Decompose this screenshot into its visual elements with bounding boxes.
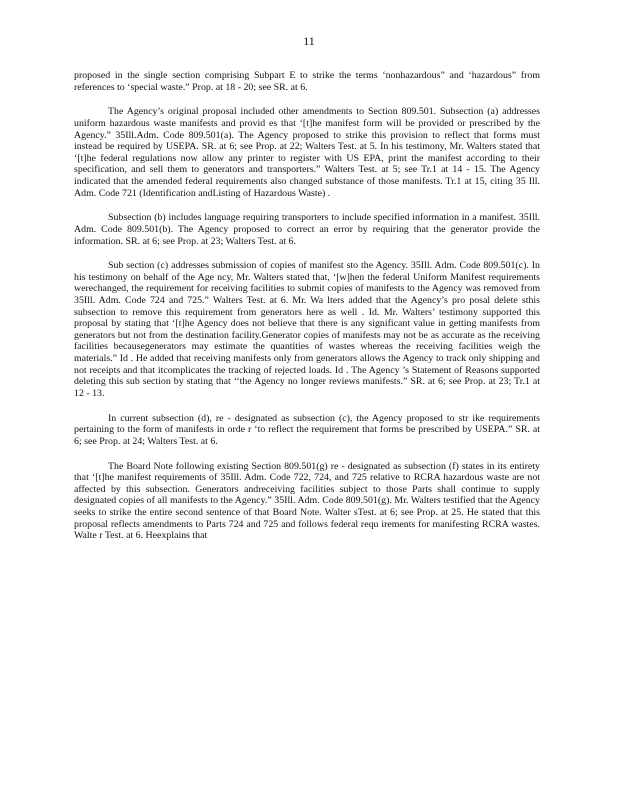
paragraph-5: In current subsection (d), re - designated as subsection (c), the Agency proposed to str ike requirements pertaining to the form of manifests in orde r ‘to reflect the requirement that forms be prescribed by USEPA.” SR. at 6; see Prop. at 24; Walters Test. at 6.	[74, 412, 540, 447]
paragraph-3: Subsection (b) includes language requiring transporters to include specified information in a manifest. 35Ill. Adm. Code 809.501(b). The Agency proposed to correct an error by requiring that the generator provide the information. SR. at 6; see Prop. at 23; Walters Test. at 6.	[74, 212, 540, 247]
paragraph-4: Sub section (c) addresses submission of copies of manifest sto the Agency. 35Ill. Adm. Code 809.501(c). In his testimony on behalf of the Age ncy, Mr. Walters stated that, ‘[w]hen the federal Uniform Manifest requirements werechanged, the requirement for receiving facilities to submit copies of manifests to the Agency was removed from 35Ill. Adm. Code 724 and 725.” Walters Test. at 6. Mr. Wa lters added that the Agency’s pro posal delete sthis subsection to remove this requirement from generators here as well . Id. Mr. Walters’ testimony supported this proposal by stating that ‘[t]he Agency does not believe that there is any significant value in getting manifests from generators but not from the destination facility.Generator copies of manifests may not be as accurate as the receiving facilities becausegenerators may estimate the quantities of wastes whereas the receiving facilities weigh the materials.” Id . He added that receiving manifests only from generators allows the Agency to track only shipping and not receipts and that itcomplicates the tracking of rejected loads. Id . The Agency ’s Statement of Reasons supported deleting this sub section by stating that ‘‘the Agency no longer reviews manifests.” SR. at 6; see Prop. at 23; Tr.1 at 12 - 13.	[74, 260, 540, 399]
document-body	[74, 70, 540, 555]
paragraph-6: The Board Note following existing Section 809.501(g) re - designated as subsection (f) states in its entirety that ‘[t]he manifest requirements of 35Ill. Adm. Code 722, 724, and 725 relative to RCRA hazardous waste are not affected by this subsection. Generators andreceiving facilities subject to those Parts shall continue to supply designated copies of all manifests to the Agency.” 35Ill. Adm. Code 809.501(g). Mr. Walters testified that the Agency seeks to strike the entire second sentence of that Board Note. Walter sTest. at 6; see Prop. at 25. He stated that this proposal reflects amendments to Parts 724 and 725 and follows federal requ irements for manifesting RCRA wastes. Walte r Test. at 6. Heexplains that	[74, 460, 540, 542]
paragraph-1: proposed in the single section comprising Subpart E to strike the terms ‘nonhazardous” and ‘hazardous” from references to ‘special waste.” Prop. at 18 - 20; see SR. at 6.	[74, 70, 540, 93]
paragraph-2: The Agency’s original proposal included other amendments to Section 809.501. Subsection (a) addresses uniform hazardous waste manifests and provid es that ‘[t]he manifest form will be provided or prescribed by the Agency.” 35Ill.Adm. Code 809.501(a). The Agency proposed to strike this provision to reflect that forms must instead be required by USEPA. SR. at 6; see Prop. at 22; Walters Test. at 5. In his testimony, Mr. Walters stated that ‘[t]he federal regulations now allow any printer to register with US EPA, print the manifest according to their specification, and sell them to generators and transporters.” Walters Test. at 5; see Tr.1 at 14 - 15. The Agency indicated that the amended federal requirements also changed substance of those manifests. Tr.1 at 15, citing 35 Ill. Adm. Code 721 (Identification andListing of Hazardous Waste) .	[74, 106, 540, 199]
page-number: 11	[303, 34, 315, 48]
